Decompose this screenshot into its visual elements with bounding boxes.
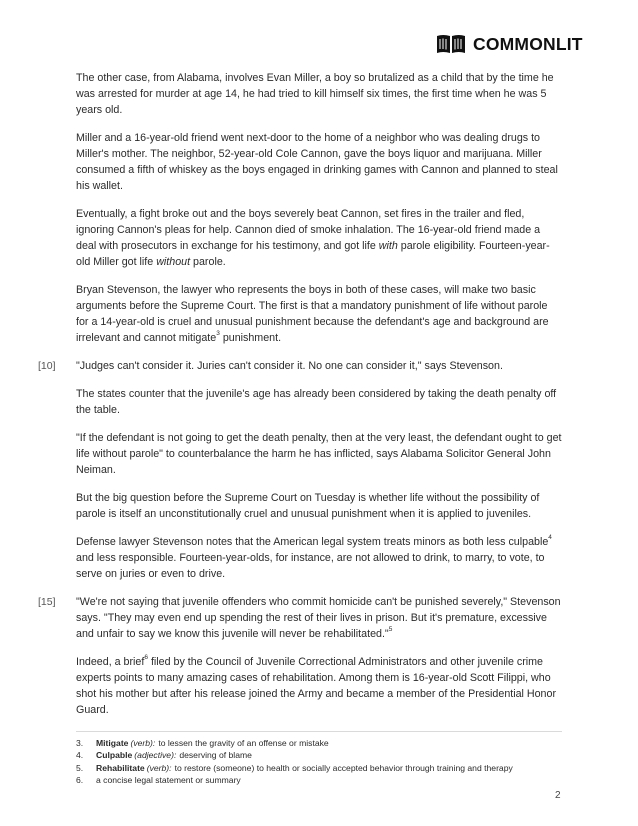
page-number: 2 [555, 790, 561, 801]
footnote-divider [76, 731, 562, 732]
paragraph-text: parole eligibility. Fourteen-year-old Miller got life [76, 240, 550, 268]
footnote [76, 749, 576, 761]
footnote-number: 3. [76, 738, 84, 748]
paragraph [76, 282, 562, 346]
brand-name: COMMONLIT [473, 33, 583, 54]
paragraph [76, 386, 562, 418]
paragraph-text: Eventually, a fight broke out and the boys severely beat Cannon, set fires in the trailer and fled, ignoring Cannon's pleas for help. Cannon died of smoke inhalation. The 16-year-old friend made a deal with prosecutors in exchange for his testimony, and got life [76, 208, 541, 252]
paragraph [76, 490, 562, 522]
article-body [38, 70, 562, 730]
paragraph [76, 206, 562, 270]
paragraph [38, 358, 562, 374]
footnote-term: Rehabilitate [96, 762, 145, 773]
footnote [76, 774, 576, 786]
paragraph-text: Defense lawyer Stevenson notes that the American legal system treats minors as both less culpable [76, 536, 549, 548]
paragraph-text: filed by the Council of Juvenile Correctional Administrators and other juvenile crime experts points to many amazing cases of rehabilitation. Among them is 16-year-old Scott Filippi, who shot his mother but after his release joined the Army and became a member of the Presidential Honor Guard. [76, 656, 557, 716]
paragraph-number: [15] [38, 596, 56, 608]
paragraph [38, 594, 562, 642]
paragraph-number: [10] [38, 360, 56, 372]
emphasis-text: with [378, 240, 398, 252]
footnote-part-of-speech: (verb): [130, 738, 156, 748]
footnote-number: 5. [76, 762, 84, 773]
paragraph-text: Miller and a 16-year-old friend went next-door to the home of a neighbor who was dealing drugs to Miller's mother. The neighbor, 52-year-old Cole Cannon, gave the boys liquor and marijuana. Miller consumed a fifth of whiskey as the boys engaged in drinking games with Cannon and planned to steal his wallet. [76, 132, 558, 192]
paragraph-text: punishment. [219, 332, 282, 344]
paragraph-text: "We're not saying that juvenile offenders who commit homicide can't be punished severely," Stevenson says. "They may even end up spending the rest of their lives in prison. But it's premature, excessive and unfair to say we know this juvenile will never be rehabilitated." [76, 596, 561, 640]
footnote-ref: 6 [144, 654, 148, 662]
paragraph-text: and less responsible. Fourteen-year-olds, for instance, are not allowed to drink, to marry, to vote, to serve on juries or even to drive. [76, 552, 545, 580]
open-book-icon [436, 33, 466, 55]
footnotes [76, 737, 576, 787]
footnote-ref: 4 [548, 534, 552, 542]
paragraph [76, 430, 562, 478]
paragraph-text: But the big question before the Supreme Court on Tuesday is whether life without the possibility of parole is itself an unconstitutionally cruel and unusual punishment when it is applied to juveniles. [76, 492, 540, 520]
paragraph-text: "If the defendant is not going to get the death penalty, then at the very least, the defendant ought to get life without parole" to counterbalance the harm he has inflicted, says Alabama Solicitor General John Neiman. [76, 432, 562, 476]
paragraph-text: parole. [190, 256, 226, 268]
paragraph [76, 534, 562, 582]
footnote-definition: to restore (someone) to health or socially accepted behavior through training and therapy [174, 762, 513, 773]
paragraph-text: Bryan Stevenson, the lawyer who represents the boys in both of these cases, will make two basic arguments before the Supreme Court. The first is that a mandatory punishment of life without parole for a 14-year-old is cruel and unusual punishment because the defendant's age and background are irrelevant and cannot mitigate [76, 284, 549, 344]
paragraph-text: The states counter that the juvenile's age has already been considered by taking the death penalty off the table. [76, 388, 557, 416]
footnote-definition: a concise legal statement or summary [96, 775, 241, 786]
footnote-term: Culpable [96, 750, 133, 761]
footnote-definition: deserving of blame [179, 750, 252, 761]
paragraph-text: The other case, from Alabama, involves Evan Miller, a boy so brutalized as a child that by the time he was arrested for murder at age 14, he had tried to kill himself six times, the first time when he was 5 years old. [76, 72, 554, 116]
footnote-number: 6. [76, 775, 84, 786]
footnote-definition: to lessen the gravity of an offense or mistake [158, 738, 329, 748]
footnote-number: 4. [76, 750, 84, 761]
footnote-ref: 5 [388, 626, 393, 634]
footnote-term: Mitigate [96, 738, 129, 748]
emphasis-text: without [156, 256, 191, 268]
footnote-part-of-speech: (verb): [146, 762, 172, 773]
paragraph [76, 70, 562, 118]
commonlit-logo [436, 33, 583, 55]
paragraph-text: Indeed, a brief [76, 656, 145, 668]
footnote [76, 737, 576, 749]
paragraph [76, 130, 562, 194]
footnote-part-of-speech: (adjective): [134, 750, 177, 761]
footnote [76, 762, 576, 774]
paragraph-text: "Judges can't consider it. Juries can't consider it. No one can consider it," says Stevenson. [76, 360, 503, 372]
paragraph [76, 654, 562, 718]
footnote-ref: 3 [216, 330, 220, 338]
